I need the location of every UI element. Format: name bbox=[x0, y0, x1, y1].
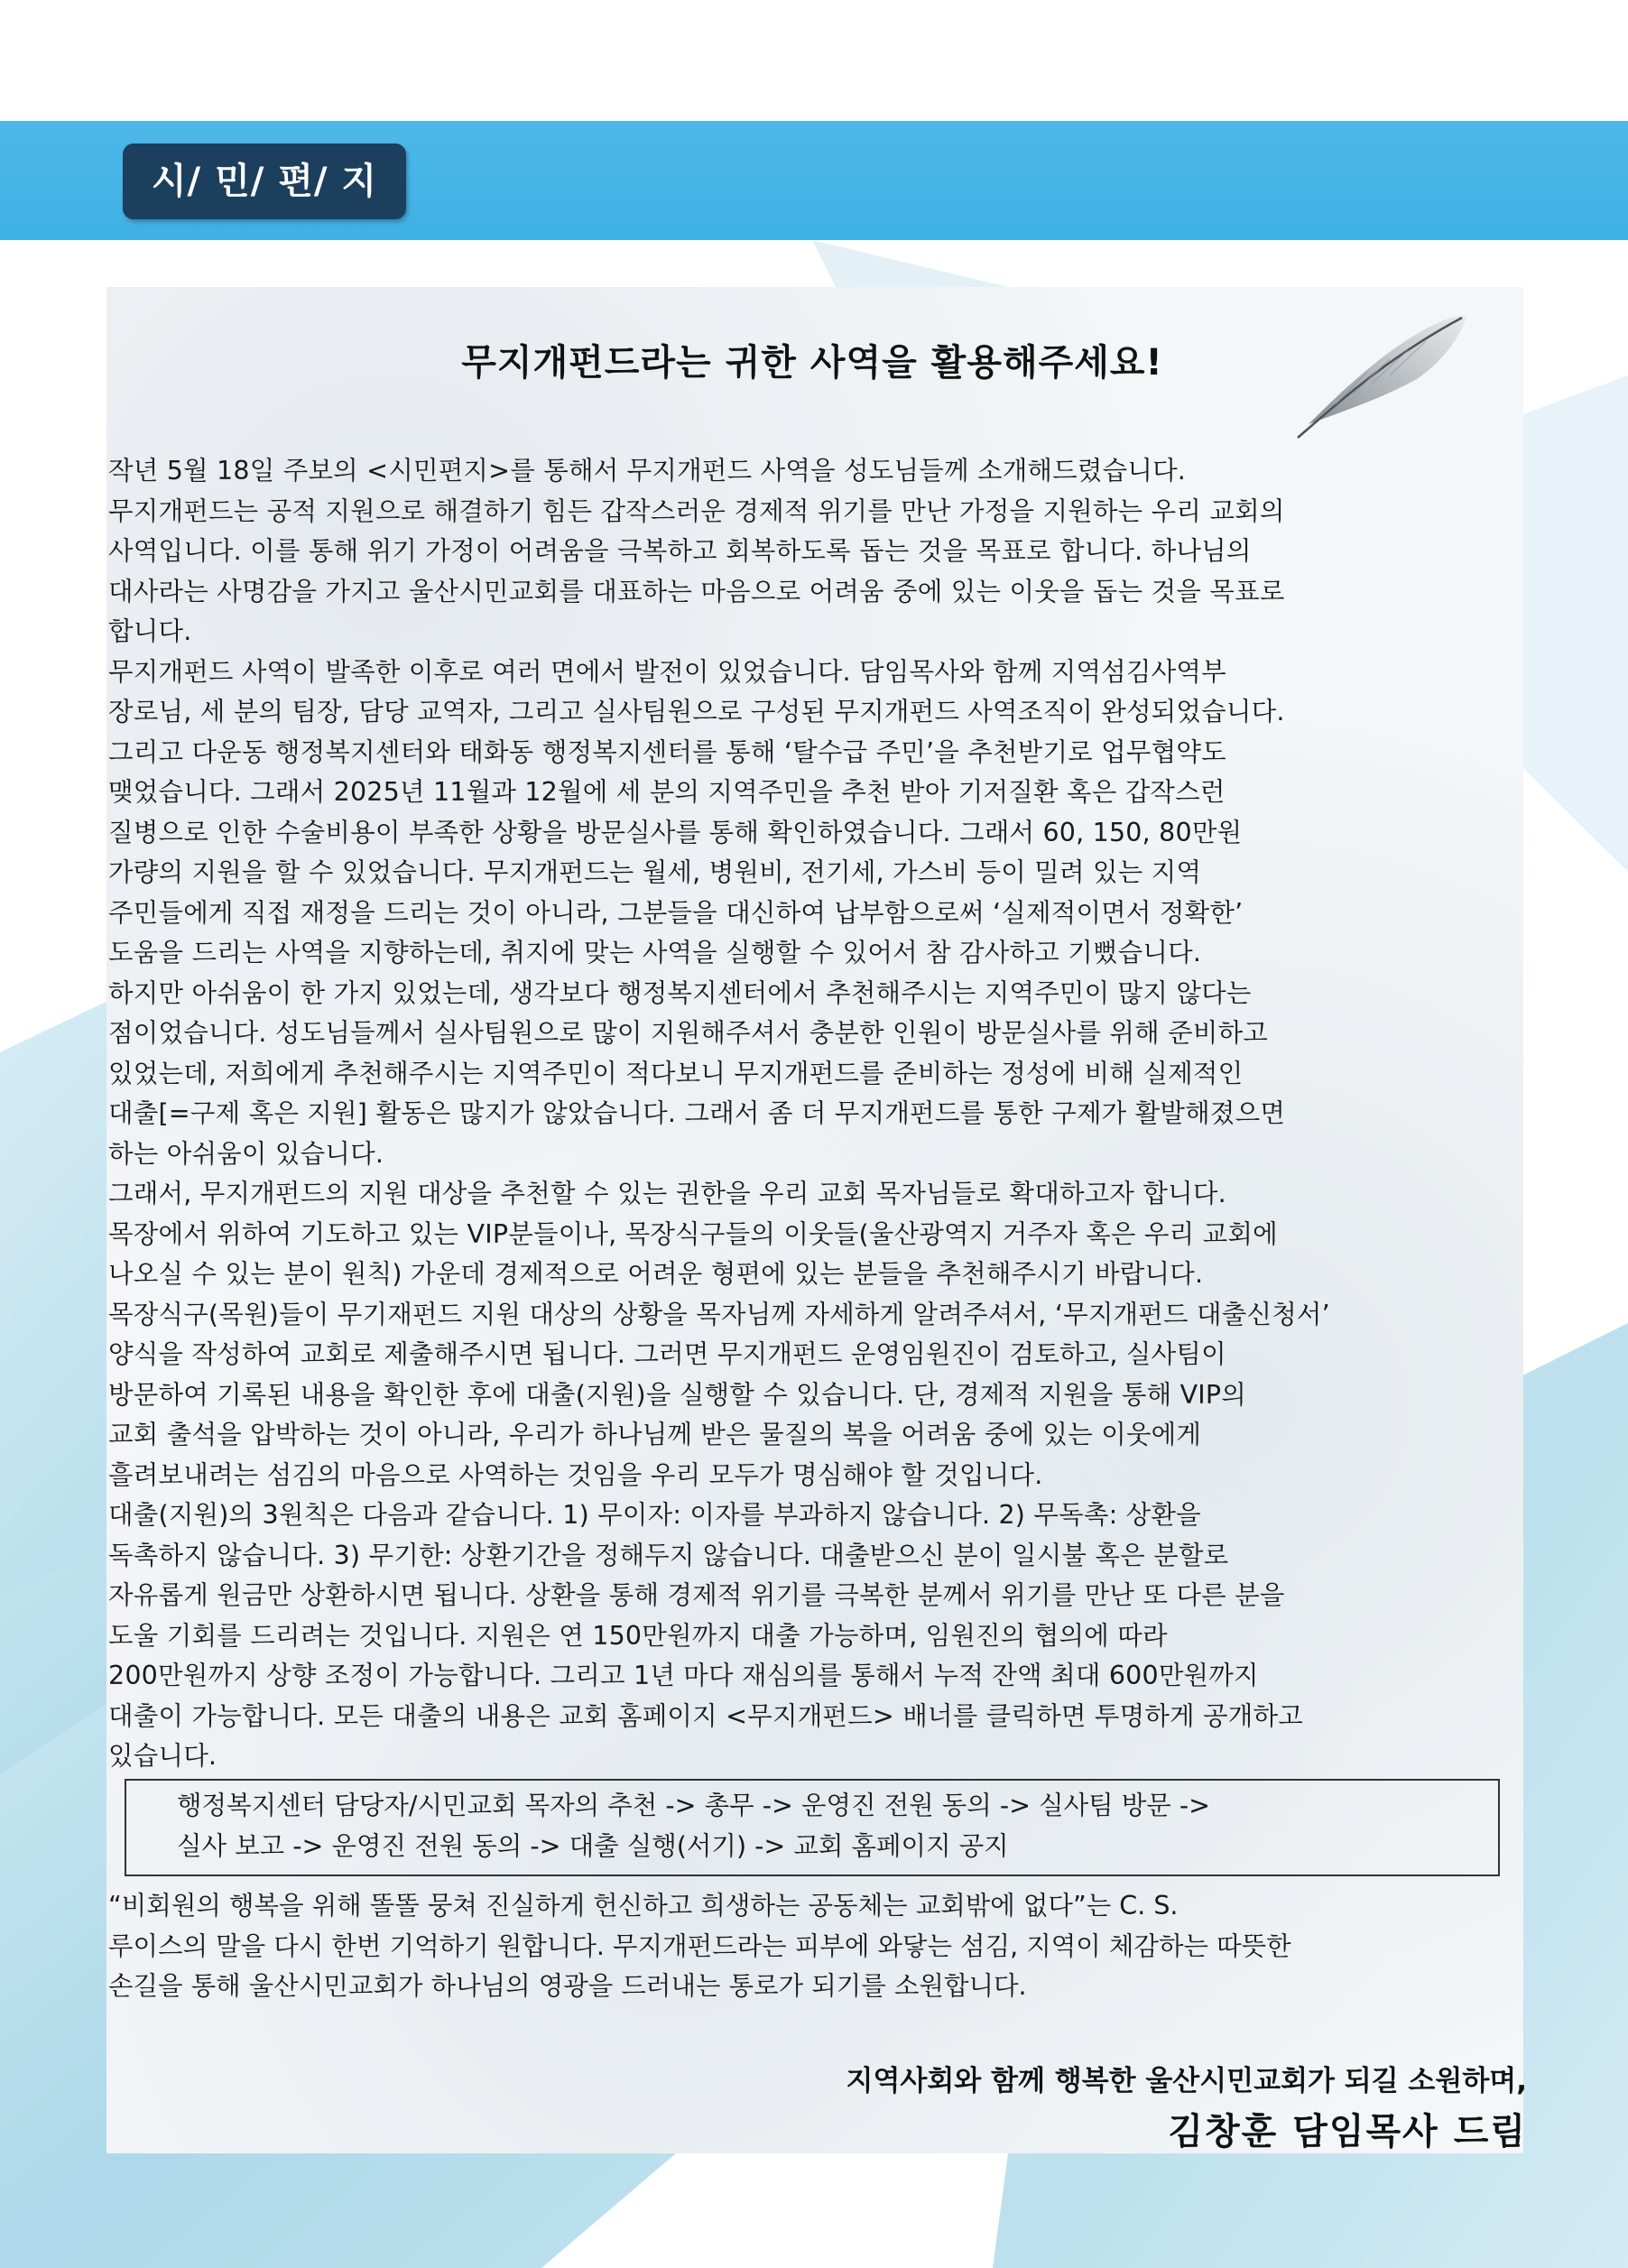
signature-wish: 지역사회와 함께 행복한 울산시민교회가 되길 소원하며, bbox=[846, 2065, 1527, 2097]
process-flow-box: 행정복지센터 담당자/시민교회 목자의 추천 -> 총무 -> 운영진 전원 동의 -> 실사팀 방문 -> 실사 보고 -> 운영진 전원 동의 -> 대출 실행(서기) -> 교회 홈페이지 공지 bbox=[125, 1779, 1500, 1876]
letter-title: 무지개펀드라는 귀한 사역을 활용해주세요! bbox=[461, 342, 1163, 384]
paragraph-2: 무지개펀드 사역이 발족한 이후로 여러 면에서 발전이 있었습니다. 담임목사와 함께 지역섬김사역부 장로님, 세 분의 팀장, 담당 교역자, 그리고 실사팀원으로 구성된 무지개펀드 사역조직이 완성되었습니다. 그리고 다운동 행정복지센터와 태화동 행정복지센터를 통해 ‘탈수급 주민’을 추천받기로 업무협약도 맺었습니다. 그래서 2025년 11월과 12월에 세 분의 지역주민을 추천 받아 기저질환 혹은 갑작스런 질병으로 인한 수술비용이 부족한 상황을 방문실사를 통해 확인하였습니다. 그래서 60, 150, 80만원 가량의 지원을 할 수 있었습니다. 무지개펀드는 월세, 병원비, 전기세, 가스비 등이 밀려 있는 지역 주민들에게 직접 재정을 드리는 것이 아니라, 그분들을 대신하여 납부함으로써 ‘실제적이면서 정확한’ 도움을 드리는 사역을 지향하는데, 취지에 맞는 사역을 실행할 수 있어서 참 감사하고 기뻤습니다. bbox=[108, 656, 1285, 967]
signature-name: 김창훈 담임목사 드림 bbox=[1168, 2111, 1527, 2152]
paragraph-1: 작년 5월 18일 주보의 <시민편지>를 통해서 무지개펀드 사역을 성도님들께 소개해드렸습니다. 무지개펀드는 공적 지원으로 해결하기 힘든 갑작스러운 경제적 위기를 만난 가정을 지원하는 우리 교회의 사역입니다. 이를 통해 위기 가정이 어려움을 극복하고 회복하도록 돕는 것을 목표로 합니다. 하나님의 대사라는 사명감을 가지고 울산시민교회를 대표하는 마음으로 어려움 중에 있는 이웃을 돕는 것을 목표로 합니다. bbox=[108, 456, 1285, 646]
feather-icon bbox=[1281, 298, 1471, 442]
paragraph-4: 그래서, 무지개펀드의 지원 대상을 추천할 수 있는 권한을 우리 교회 목자님들로 확대하고자 합니다. 목장에서 위하여 기도하고 있는 VIP분들이나, 목장식구들의 이웃들(울산광역지 거주자 혹은 우리 교회에 나오실 수 있는 분이 원칙) 가운데 경제적으로 어려운 형편에 있는 분들을 추천해주시기 바랍니다. 목장식구(목원)들이 무기재펀드 지원 대상의 상황을 목자님께 자세하게 알려주셔서, ‘무지개펀드 대출신청서’ 양식을 작성하여 교회로 제출해주시면 됩니다. 그러면 무지개펀드 운영임원진이 검토하고, 실사팀이 방문하여 기록된 내용을 확인한 후에 대출(지원)을 실행할 수 있습니다. 단, 경제적 지원을 통해 VIP의 교회 출석을 압박하는 것이 아니라, 우리가 하나님께 받은 물질의 복을 어려움 중에 있는 이웃에게 흘려보내려는 섬김의 마음으로 사역하는 것임을 우리 모두가 명심해야 할 것입니다. bbox=[108, 1179, 1330, 1490]
section-badge: 시/ 민/ 편/ 지 bbox=[123, 143, 406, 219]
paragraph-5: 대출(지원)의 3원칙은 다음과 같습니다. 1) 무이자: 이자를 부과하지 않습니다. 2) 무독촉: 상환을 독촉하지 않습니다. 3) 무기한: 상환기간을 정해두지 않습니다. 대출받으신 분이 일시불 혹은 분할로 자유롭게 원금만 상환하시면 됩니다. 상환을 통해 경제적 위기를 극복한 분께서 위기를 만난 또 다른 분을 도울 기회를 드리려는 것입니다. 지원은 연 150만원까지 대출 가능하며, 임원진의 협의에 따라 200만원까지 상향 조정이 가능합니다. 그리고 1년 마다 재심의를 통해서 누적 잔액 최대 600만원까지 대출이 가능합니다. 모든 대출의 내용은 교회 홈페이지 <무지개펀드> 배너를 클릭하면 투명하게 공개하고 있습니다. bbox=[108, 1500, 1303, 1771]
closing-paragraph: “비회원의 행복을 위해 똘똘 뭉쳐 진실하게 헌신하고 희생하는 공동체는 교회밖에 없다”는 C. S. 루이스의 말을 다시 한번 기억하기 원합니다. 무지개펀드라는 피부에 와닿는 섬김, 지역이 체감하는 따뜻한 손길을 통해 울산시민교회가 하나님의 영광을 드러내는 통로가 되기를 소원합니다. bbox=[108, 1891, 1291, 2001]
paragraph-3: 하지만 아쉬움이 한 가지 있었는데, 생각보다 행정복지센터에서 추천해주시는 지역주민이 많지 않다는 점이었습니다. 성도님들께서 실사팀원으로 많이 지원해주셔서 충분한 인원이 방문실사를 위해 준비하고 있었는데, 저희에게 추천해주시는 지역주민이 적다보니 무지개펀드를 준비하는 정성에 비해 실제적인 대출[=구제 혹은 지원] 활동은 많지가 않았습니다. 그래서 좀 더 무지개펀드를 통한 구제가 활발해졌으면 하는 아쉬움이 있습니다. bbox=[108, 977, 1286, 1169]
letter-body bbox=[108, 451, 1516, 1777]
